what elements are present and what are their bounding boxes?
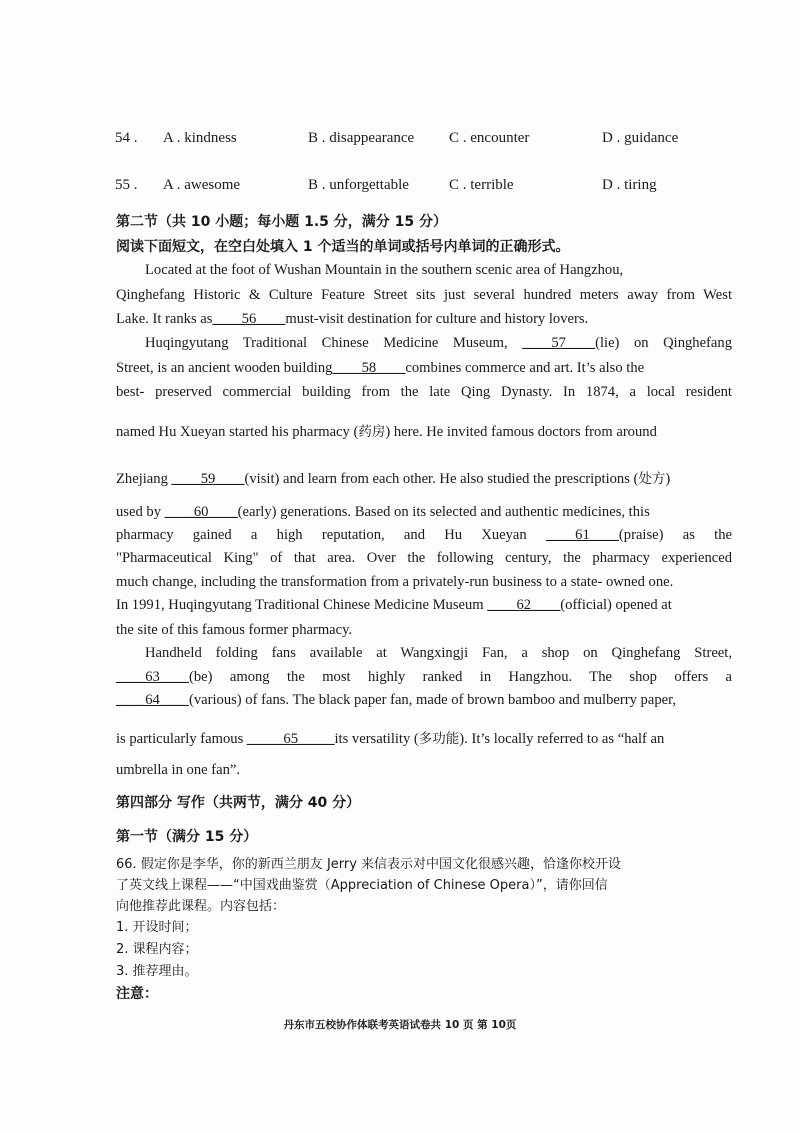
passage-line: much change, including the transformation from a privately-run business to a state- owned one. xyxy=(116,574,674,590)
passage-line: Handheld folding fans available at Wangxingji Fan, a shop on Qinghefang Street, xyxy=(145,645,732,661)
q66-line: 了英文线上课程——“中国戏曲鉴赏（Appreciation of Chinese Opera）”，请你回信 xyxy=(116,878,608,893)
option-a: A . kindness xyxy=(163,130,237,146)
blank-56[interactable]: ____56____ xyxy=(212,311,286,327)
option-d: D . guidance xyxy=(602,130,679,146)
passage-line: Qinghefang Historic & Culture Feature Street sits just several hundred meters away from West xyxy=(116,287,732,303)
passage-line: "Pharmaceutical King" of that area. Over the following century, the pharmacy experienced xyxy=(116,550,732,566)
passage-line: Zhejiang ____59____(visit) and learn from each other. He also studied the prescriptions (处方) xyxy=(116,471,671,487)
page-footer: 丹东市五校协作体联考英语试卷共 10 页 第 10页 xyxy=(283,1019,517,1031)
passage-line: the site of this famous former pharmacy. xyxy=(116,622,353,638)
passage-line: umbrella in one fan”. xyxy=(116,762,240,778)
passage-line: named Hu Xueyan started his pharmacy (药房) here. He invited famous doctors from around xyxy=(116,424,657,440)
section2-instruction: 阅读下面短文，在空白处填入 1 个适当的单词或括号内单词的正确形式。 xyxy=(116,239,570,255)
passage-line: ____63____(be) among the most highly ranked in Hangzhou. The shop offers a xyxy=(116,669,732,685)
blank-57[interactable]: ____57____ xyxy=(522,335,596,351)
blank-59[interactable]: ____59____ xyxy=(171,471,245,487)
blank-58[interactable]: ____58____ xyxy=(332,360,406,376)
passage-line: used by ____60____(early) generations. Based on its selected and authentic medicines, this xyxy=(116,504,650,520)
passage-line: best- preserved commercial building from the late Qing Dynasty. In 1874, a local resident xyxy=(116,384,732,400)
blank-65[interactable]: _____65_____ xyxy=(246,731,335,747)
option-a: A . awesome xyxy=(163,177,241,193)
blank-60[interactable]: ____60____ xyxy=(164,504,238,520)
option-c: C . encounter xyxy=(449,130,530,146)
passage-line: Located at the foot of Wushan Mountain in the southern scenic area of Hangzhou, xyxy=(145,262,624,278)
option-c: C . terrible xyxy=(449,177,514,193)
question-number: 55 . xyxy=(115,177,138,193)
part4-title: 第四部分 写作（共两节，满分 40 分） xyxy=(116,795,361,811)
part4-section1: 第一节（满分 15 分） xyxy=(116,829,258,845)
q66-line: 66. 假定你是李华，你的新西兰朋友 Jerry 来信表示对中国文化很感兴趣，恰逢你校开设 xyxy=(116,857,622,872)
q66-item: 2. 课程内容； xyxy=(116,942,198,957)
q66-item: 3. 推荐理由。 xyxy=(116,964,198,979)
passage-line: Lake. It ranks as____56____must-visit destination for culture and history lovers. xyxy=(116,311,589,327)
passage-line: pharmacy gained a high reputation, and Hu Xueyan ____61____(praise) as the xyxy=(116,527,732,543)
blank-61[interactable]: ____61____ xyxy=(545,527,619,543)
question-number: 54 . xyxy=(115,130,138,146)
q66-item: 1. 开设时间； xyxy=(116,920,198,935)
note-label: 注意： xyxy=(116,986,158,1002)
passage-line: ____64____(various) of fans. The black paper fan, made of brown bamboo and mulberry paper, xyxy=(116,692,677,708)
blank-64[interactable]: ____64____ xyxy=(116,692,189,708)
option-d: D . tiring xyxy=(602,177,657,193)
section2-title: 第二节（共 10 小题；每小题 1.5 分，满分 15 分） xyxy=(116,214,448,230)
blank-62[interactable]: ____62____ xyxy=(487,597,561,613)
passage-line: Street, is an ancient wooden building____58____combines commerce and art. It’s also the xyxy=(116,360,645,376)
option-b: B . unforgettable xyxy=(308,177,409,193)
passage-line: Huqingyutang Traditional Chinese Medicine Museum, ____57____(lie) on Qinghefang xyxy=(145,335,732,351)
option-b: B . disappearance xyxy=(308,130,415,146)
passage-line: In 1991, Huqingyutang Traditional Chinese Medicine Museum ____62____(official) opened at xyxy=(116,597,672,613)
blank-63[interactable]: ____63____ xyxy=(116,669,189,685)
passage-line: is particularly famous _____65_____its versatility (多功能). It’s locally referred to as “half an xyxy=(116,731,665,747)
q66-line: 向他推荐此课程。内容包括： xyxy=(116,899,286,914)
